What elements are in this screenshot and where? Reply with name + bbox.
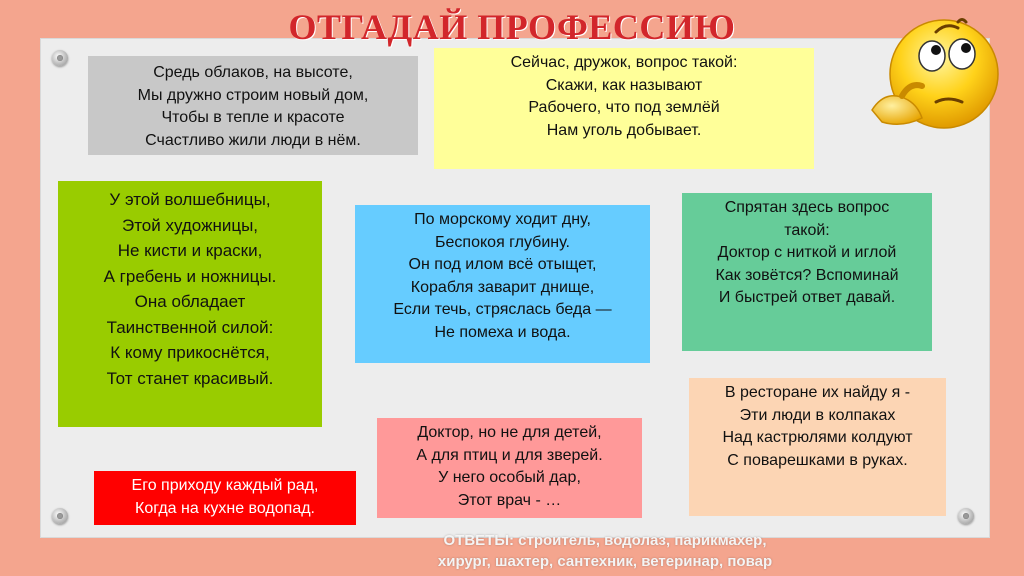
riddle-line: Эти люди в колпаках xyxy=(739,406,896,424)
thinking-smiley-icon xyxy=(832,14,1008,134)
riddle-line: С поварешками в руках. xyxy=(727,451,908,469)
riddle-line: У этой волшебницы, xyxy=(109,190,271,209)
riddle-line: И быстрей ответ давай. xyxy=(718,289,896,306)
riddle-line: Тот станет красивый. xyxy=(106,368,274,388)
riddle-line: Нам уголь добывает. xyxy=(546,121,702,139)
riddle-line: Скажи, как называют xyxy=(545,76,703,94)
answers-line: ОТВЕТЫ: строитель, водолаз, парикмахер, xyxy=(443,532,767,549)
riddle-line: А для птиц и для зверей. xyxy=(416,446,603,464)
riddle-card-vet xyxy=(377,418,642,518)
riddle-line: Спрятан здесь вопрос xyxy=(724,199,890,216)
riddle-line: Его приходу каждый рад, xyxy=(131,477,319,494)
riddle-line: Не помеха и вода. xyxy=(434,323,571,341)
riddle-card-hairdresser xyxy=(58,181,322,427)
riddle-card-builder xyxy=(88,56,418,155)
riddle-card-diver xyxy=(355,205,650,363)
riddle-line: Он под илом всё отыщет, xyxy=(408,256,597,273)
riddle-line: Когда на кухне водопад. xyxy=(135,499,315,517)
page-title: ОТГАДАЙ ПРОФЕССИЮ xyxy=(288,7,736,47)
riddle-line: Корабля заварит днище, xyxy=(410,278,595,296)
riddle-card-plumber xyxy=(94,471,356,525)
riddle-line: Чтобы в тепле и красоте xyxy=(161,109,345,126)
riddle-line: Доктор, но не для детей, xyxy=(417,424,602,441)
riddle-line: Как зовётся? Вспоминай xyxy=(715,266,899,284)
riddle-line: Над кастрюлями колдуют xyxy=(722,429,913,446)
answers-text xyxy=(370,530,840,572)
pin-icon xyxy=(958,508,974,524)
riddle-line: Мы дружно строим новый дом, xyxy=(137,86,369,104)
riddle-card-surgeon xyxy=(682,193,932,351)
riddle-line: Беспокоя глубину. xyxy=(435,233,570,251)
riddle-line: Рабочего, что под землёй xyxy=(528,99,720,116)
answers-line: хирург, шахтер, сантехник, ветеринар, повар xyxy=(437,553,773,570)
riddle-line: Она обладает xyxy=(134,292,246,311)
riddle-line: По морскому ходит дну, xyxy=(414,211,591,228)
riddle-line: А гребень и ножницы. xyxy=(103,266,277,286)
riddle-line: Этой художницы, xyxy=(121,215,259,235)
pin-icon xyxy=(52,50,68,66)
riddle-line: Таинственной силой: xyxy=(106,317,274,337)
riddle-card-miner xyxy=(434,48,814,169)
riddle-line: Средь облаков, на высоте, xyxy=(153,64,353,81)
riddle-line: В ресторане их найду я - xyxy=(724,384,911,401)
riddle-line: Доктор с ниткой и иглой xyxy=(717,244,897,261)
riddle-line: Счастливо жили люди в нём. xyxy=(145,131,361,149)
pin-icon xyxy=(52,508,68,524)
riddle-line: К кому прикоснётся, xyxy=(110,343,270,362)
riddle-line: Этот врач - … xyxy=(457,491,562,509)
riddle-line: Сейчас, дружок, вопрос такой: xyxy=(510,54,738,71)
riddle-card-cook xyxy=(689,378,946,516)
riddle-line: У него особый дар, xyxy=(438,469,581,486)
riddle-line: Не кисти и краски, xyxy=(117,241,263,260)
riddle-line: Если течь, стряслась беда — xyxy=(393,301,612,318)
riddle-line: такой: xyxy=(784,221,830,239)
